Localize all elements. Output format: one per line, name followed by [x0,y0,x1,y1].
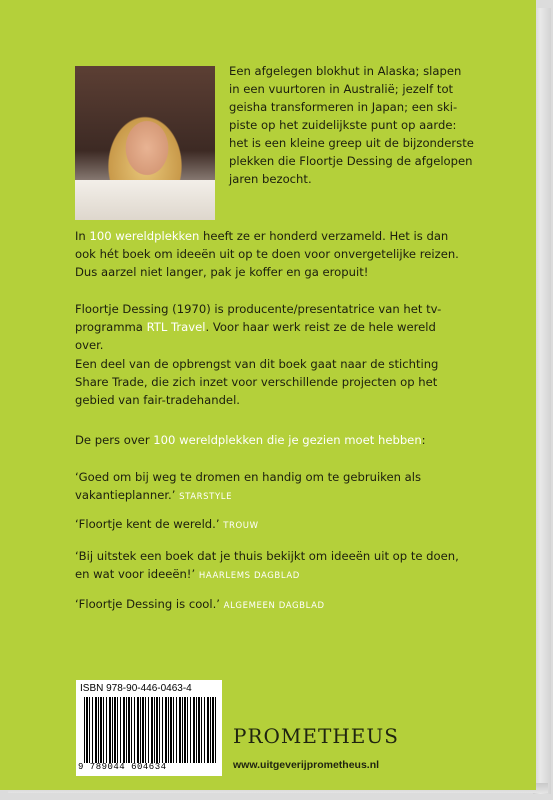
para2-line: gebied van fair-tradehandel. [75,393,240,407]
press-quote: ‘Floortje kent de wereld.’ TROUW [75,517,259,531]
press-quote: ‘Floortje Dessing is cool.’ ALGEMEEN DAGBLAD [75,597,325,611]
quote-source: HAARLEMS DAGBLAD [198,571,300,581]
press-quote: ‘Bij uitstek een boek dat je thuis bekijkt om ideeën uit op te doen, [75,549,459,563]
para1-line: Dus aarzel niet langer, pak je koffer en ga eropuit! [75,265,369,279]
para2-line: programma RTL Travel. Voor haar werk reist ze de hele wereld [75,320,436,334]
intro-line: plekken die Floortje Dessing de afgelopen [229,154,473,168]
barcode-bars [84,697,216,763]
program-highlight: RTL Travel [146,320,206,334]
press-quote: ‘Goed om bij weg te dromen en handig om te gebruiken als [75,470,421,484]
para1-line: In 100 wereldplekken heeft ze er honderd verzameld. Het is dan [75,229,449,243]
quote-source: STARSTYLE [179,492,233,502]
intro-line: in een vuurtoren in Australië; jezelf tot [229,82,454,96]
para2-line: over. [75,338,104,352]
press-heading: De pers over 100 wereldplekken die je gezien moet hebben: [75,433,426,447]
press-title-highlight: 100 wereldplekken die je gezien moet hebben [153,433,422,447]
press-quote: vakantieplanner.’ STARSTYLE [75,488,233,502]
para2-line: Share Trade, die zich inzet voor verschillende projecten op het [75,375,438,389]
intro-line: piste op het zuidelijkste punt op aarde: [229,118,457,132]
para2-line: Floortje Dessing (1970) is producente/presentatrice van het tv- [75,302,442,316]
para2-line: Een deel van de opbrengst van dit boek gaat naar de stichting [75,357,439,371]
intro-line: Een afgelegen blokhut in Alaska; slapen [229,64,462,78]
barcode-digits: 9 789044 604634 [78,762,167,772]
publisher-url[interactable]: www.uitgeverijprometheus.nl [233,759,380,771]
publisher-logo: PROMETHEUS [233,724,399,748]
barcode [76,680,222,776]
intro-line: geisha transformeren in Japan; een ski- [229,100,458,114]
press-quote: en wat voor ideeën!’ HAARLEMS DAGBLAD [75,567,300,581]
intro-line: het is een kleine greep uit de bijzonderste [229,136,474,150]
intro-line: jaren bezocht. [229,172,312,186]
author-photo [75,66,215,220]
isbn-number: ISBN 978-90-446-0463-4 [80,683,192,694]
para1-line: ook hét boek om ideeën uit op te doen voor onvergetelijke reizen. [75,247,459,261]
quote-source: ALGEMEEN DAGBLAD [223,601,325,611]
quote-source: TROUW [223,521,259,531]
book-title-highlight: 100 wereldplekken [89,229,200,243]
